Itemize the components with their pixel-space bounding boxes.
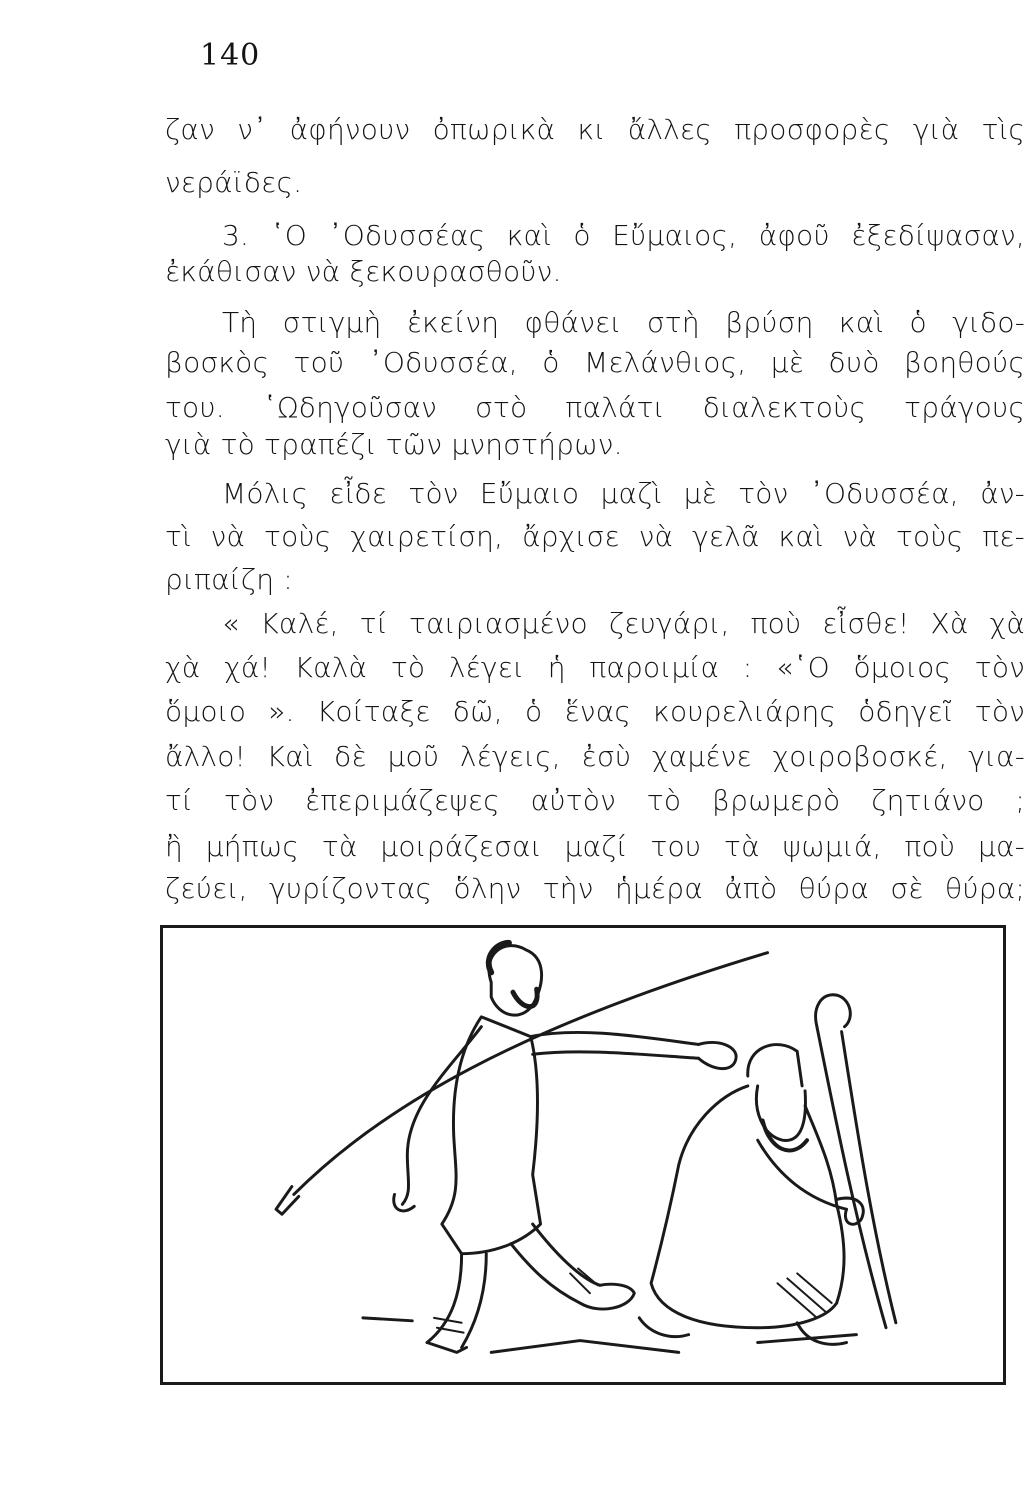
text-line: τὶ νὰ τοὺς χαιρετίση, ἄρχισε νὰ γελᾶ καὶ νὰ τοὺς πε- bbox=[165, 520, 1025, 553]
staff bbox=[294, 953, 768, 1195]
text-line: του. ῾Ωδηγοῦσαν στὸ παλάτι διαλεκτοὺς τράγους bbox=[165, 391, 1025, 424]
text-line: χὰ χά! Καλὰ τὸ λέγει ἡ παροιμία : «῾Ο ὅμοιος τὸν bbox=[165, 651, 1025, 684]
crook-staff bbox=[842, 1032, 896, 1323]
text-line: ὅμοιο ». Κοίταξε δῶ, ὁ ἕνας κουρελιάρης ὁδηγεῖ τὸν bbox=[165, 695, 1025, 728]
text-line: 3. ῾Ο ᾽Οδυσσέας καὶ ὁ Εὔμαιος, ἀφοῦ ἐξεδίψασαν, bbox=[222, 219, 1025, 252]
text-line: ἢ μήπως τὰ μοιράζεσαι μαζί του τὰ ψωμιά, ποὺ μα- bbox=[165, 830, 1025, 863]
text-line: ριπαίζη : bbox=[165, 563, 293, 596]
text-line: ζαν ν᾽ ἀφήνουν ὀπωρικὰ κι ἄλλες προσφορὲς γιὰ τὶς bbox=[165, 113, 1025, 146]
text-line: ἄλλο! Καὶ δὲ μοῦ λέγεις, ἐσὺ χαμένε χοιροβοσκέ, για- bbox=[165, 740, 1025, 773]
text-line: γιὰ τὸ τραπέζι τῶν μνηστήρων. bbox=[165, 428, 623, 461]
crook-staff bbox=[817, 1027, 886, 1328]
text-line: Τὴ στιγμὴ ἐκείνη φθάνει στὴ βρύση καὶ ὁ γιδο- bbox=[222, 306, 1025, 339]
ground-line bbox=[363, 1318, 412, 1321]
text-line: « Καλέ, τί ταιριασμένο ζευγάρι, ποὺ εἶσθε! Χὰ χὰ bbox=[222, 607, 1025, 640]
staff-tip bbox=[276, 1187, 299, 1215]
text-line: βοσκὸς τοῦ ᾽Οδυσσέα, ὁ Μελάνθιος, μὲ δυὸ βοηθούς bbox=[165, 346, 1025, 379]
text-line: ζεύει, γυρίζοντας ὅλην τὴν ἡμέρα ἀπὸ θύρα σὲ θύρα; bbox=[165, 872, 1025, 905]
text-line: νεράϊδες. bbox=[165, 166, 303, 199]
text-line: τί τὸν ἐπεριμάζεψες αὐτὸν τὸ βρωμερὸ ζητιάνο ; bbox=[165, 784, 1025, 817]
page-number: 140 bbox=[200, 38, 261, 73]
illustration-frame bbox=[160, 925, 1006, 1385]
text-line: Μόλις εἶδε τὸν Εὔμαιο μαζὶ μὲ τὸν ᾽Οδυσσέα, ἀν- bbox=[222, 477, 1025, 510]
ground-line bbox=[491, 1341, 679, 1353]
illustration-drawing bbox=[163, 928, 1003, 1382]
crook-hook bbox=[816, 995, 851, 1027]
text-line: ἐκάθισαν νὰ ξεκουρασθοῦν. bbox=[165, 255, 562, 288]
